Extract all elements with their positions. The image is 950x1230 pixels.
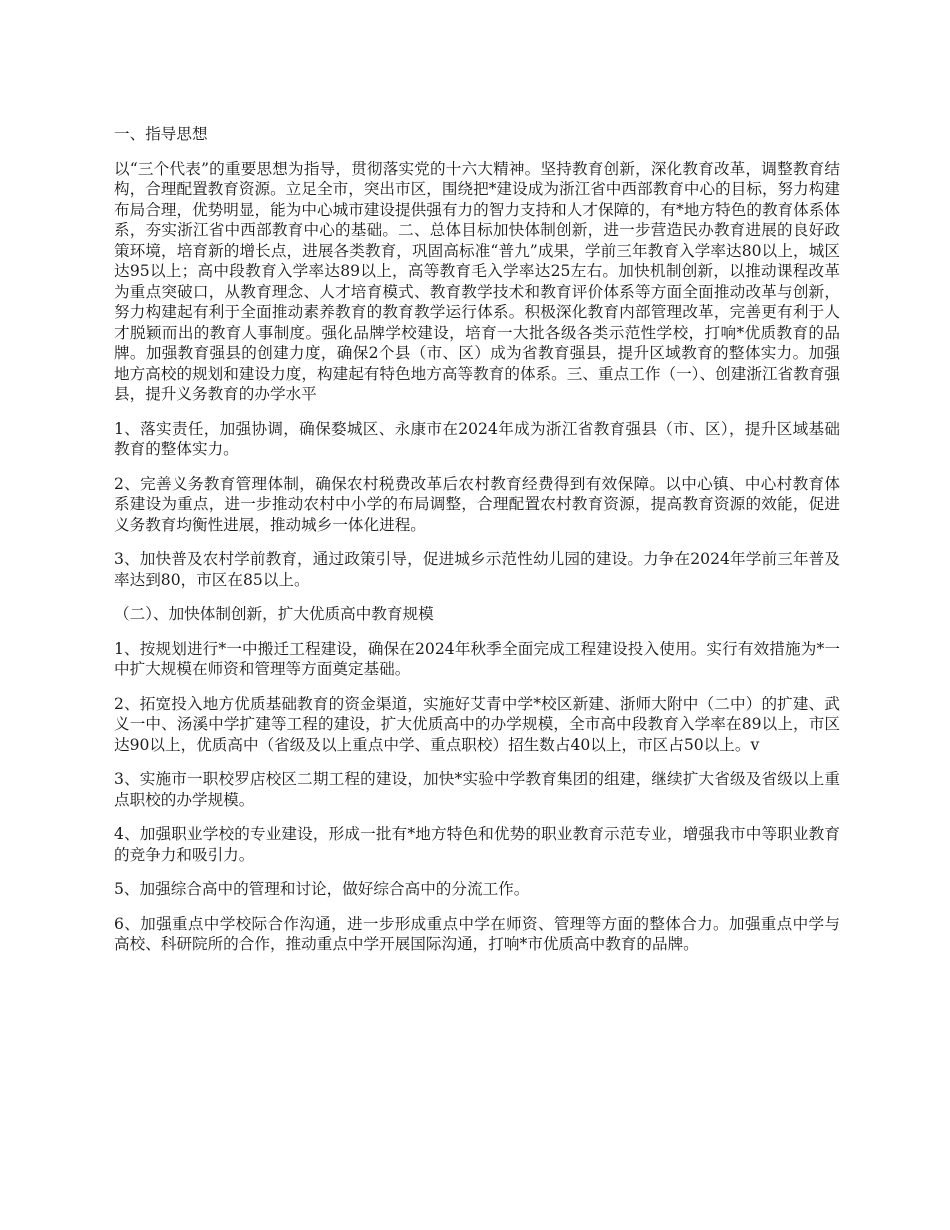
section-heading-guiding-ideology: 一、指导思想 [114, 125, 208, 143]
paragraph-hs-item-2: 2、拓宽投入地方优质基础教育的资金渠道，实施好艾青中学*校区新建、浙师大附中（二中）的扩建、武义一中、汤溪中学扩建等工程的建设，扩大优质高中的办学规模，全市高中段教育入学率在89以上，市区达90以上，优质高中（省级及以上重点中学、重点职校）招生数占40以上，市区占50以上。v [114, 694, 840, 754]
paragraph-hs-item-1: 1、按规划进行*一中搬迁工程建设，确保在2024年秋季全面完成工程建设投入使用。实行有效措施为*一中扩大规模在师资和管理等方面奠定基础。 [114, 639, 840, 678]
paragraph-hs-item-4: 4、加强职业学校的专业建设，形成一批有*地方特色和优势的职业教育示范专业，增强我市中等职业教育的竞争力和吸引力。 [114, 825, 840, 864]
paragraph-item-2-compulsory-education: 2、完善义务教育管理体制，确保农村税费改革后农村教育经费得到有效保障。以中心镇、中心村教育体系建设为重点，进一步推动农村中小学的布局调整，合理配置农村教育资源，提高教育资源的效能，促进义务教育均衡性进展，推动城乡一体化进程。 [114, 474, 840, 534]
paragraph-item-1-responsibility: 1、落实责任，加强协调，确保婺城区、永康市在2024年成为浙江省教育强县（市、区），提升区域基础教育的整体实力。 [114, 419, 840, 458]
paragraph-item-3-preschool: 3、加快普及农村学前教育，通过政策引导，促进城乡示范性幼儿园的建设。力争在2024年学前三年普及率达到80，市区在85以上。 [114, 550, 840, 589]
paragraph-hs-item-5: 5、加强综合高中的管理和讨论，做好综合高中的分流工作。 [114, 880, 530, 898]
paragraph-hs-item-6: 6、加强重点中学校际合作沟通，进一步形成重点中学在师资、管理等方面的整体合力。加强重点中学与高校、科研院所的合作，推动重点中学开展国际沟通，打响*市优质高中教育的品牌。 [114, 914, 840, 953]
paragraph-hs-item-3: 3、实施市一职校罗店校区二期工程的建设，加快*实验中学教育集团的组建，继续扩大省级及省级以上重点职校的办学规模。 [114, 770, 840, 809]
section-heading-high-school: （二）、加快体制创新，扩大优质高中教育规模 [114, 605, 434, 623]
paragraph-overview: 以“三个代表”的重要思想为指导，贯彻落实党的十六大精神。坚持教育创新，深化教育改革，调整教育结构，合理配置教育资源。立足全市，突出市区，围绕把*建设成为浙江省中西部教育中心的目标，努力构建布局合理，优势明显，能为中心城市建设提供强有力的智力支持和人才保障的，有*地方特色的教育体系体系，夯实浙江省中西部教育中心的基础。二、总体目标加快体制创新，进一步营造民办教育进展的良好政策环境，培育新的增长点，进展各类教育，巩固高标准“普九”成果，学前三年教育入学率达80以上，城区达95以上；高中段教育入学率达89以上，高等教育毛入学率达25左右。加快机制创新，以推动课程改革为重点突破口，从教育理念、人才培育模式、教育教学技术和教育评价体系等方面全面推动改革与创新，努力构建起有利于全面推动素养教育的教育教学运行体系。积极深化教育内部管理改革，完善更有利于人才脱颖而出的教育人事制度。强化品牌学校建设，培育一大批各级各类示范性学校，打响*优质教育的品牌。加强教育强县的创建力度，确保2个县（市、区）成为省教育强县，提升区域教育的整体实力。加强地方高校的规划和建设力度，构建起有特色地方高等教育的体系。三、重点工作（一）、创建浙江省教育强县，提升义务教育的办学水平 [114, 159, 840, 403]
